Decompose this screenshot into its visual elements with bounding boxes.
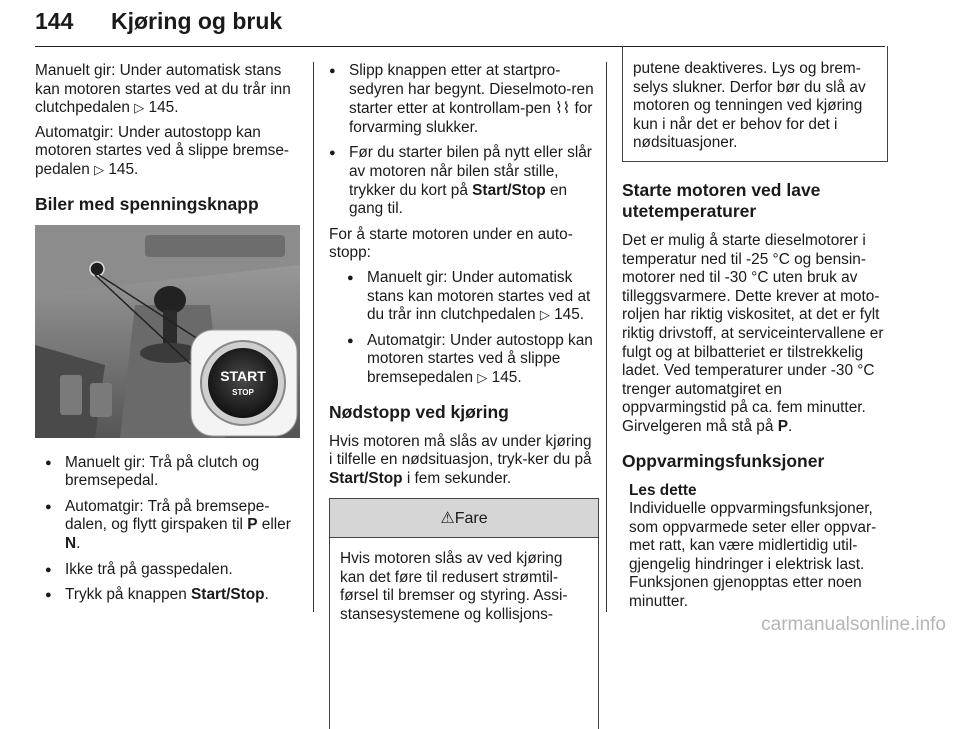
release-list (319, 62, 599, 219)
column-3 (622, 62, 888, 612)
warning-header: ⚠Fare (330, 499, 598, 538)
warning-text: Hvis motoren slås av ved kjøring kan det føre til redusert strømtil-førsel til bremser og styring. Assi-stansesystemene og kollisjons- (340, 550, 568, 624)
warning-box (329, 498, 599, 729)
section-heading-low-temp: Starte motoren ved lave utetemperaturer (622, 179, 821, 221)
warning-box-continued: putene deaktiveres. Lys og brem-selys slukner. Derfor bør du slå av motoren og tenningen ved kjøring kun i når det er behov for det i nødsituasjoner. (622, 46, 888, 162)
section-heading-heating: Oppvarmingsfunksjoner (622, 450, 825, 471)
xref-arrow-icon: ▷ (539, 307, 550, 323)
note-text: Individuelle oppvarmingsfunksjoner, som oppvarmede seter eller oppvar-met ratt, kan være midlertidig util-gjengelig hindringer i elektrisk last. Funksjonen gjenopptas etter noen minutter. (629, 500, 877, 611)
glow-plug-icon: ⌇⌇ (555, 99, 571, 118)
column-2 (329, 62, 599, 729)
note-block (622, 482, 888, 612)
section-heading-nodstopp: Nødstopp ved kjøring (329, 401, 509, 422)
section-heading-spenningsknapp: Biler med spenningsknapp (35, 193, 259, 214)
list-item: ● Automatgir: Under autostopp kan motoren startes ved å slippe bremsepedalen ▷ 145. (337, 332, 599, 388)
warning-triangle-icon: ⚠ (440, 508, 455, 528)
autostop-intro: For å starte motoren under en auto-stopp: (329, 225, 573, 262)
list-item: ● Slipp knappen etter at startpro-sedyren har begynt. Dieselmoto-ren starter etter at kontrollam-pen ⌇⌇ for forvarming slukker. (319, 62, 599, 137)
chapter-title: Kjøring og bruk (111, 8, 283, 34)
column-1 (35, 62, 300, 612)
list-item: ● Trykk på knappen Start/Stop. (35, 586, 300, 605)
note-title: Les dette (629, 481, 697, 499)
xref-arrow-icon: ▷ (94, 161, 105, 177)
column-divider (313, 62, 314, 612)
page-header (35, 8, 885, 48)
start-stop-photo (35, 225, 300, 438)
xref-arrow-icon: ▷ (134, 100, 145, 116)
list-item: ● Manuelt gir: Under automatisk stans kan motoren startes ved at du trår inn clutchpedalen ▷ 145. (337, 269, 599, 325)
intro-manual: Manuelt gir: Under automatisk stans kan motoren startes ved at du trår inn clutchpedalen ▷ 145. (35, 62, 291, 117)
low-temp-text: Det er mulig å starte dieselmotorer i temperatur ned til -25 °C og bensin-motorer ned til -30 °C uten bruk av tilleggsvarmere. Dette krever at moto-roljen har riktig viskositet, at det er fylt riktig drivstoff, at serviceintervallene er fulgt og at bilbatteriet er tilstrekkelig ladet. Ved temperaturer under -30 °C trenger automatgiret en oppvarmingstid på ca. fem minutter. Girvelgeren må stå på P. (622, 231, 884, 435)
column-divider (606, 62, 607, 612)
list-item: ● Før du starter bilen på nytt eller slår av motoren når bilen står stille, trykker du kort på Start/Stop en gang til. (319, 144, 599, 218)
list-item: ● Manuelt gir: Trå på clutch og bremsepedal. (35, 454, 300, 491)
start-steps-list (35, 454, 300, 605)
start-label: START (220, 367, 266, 384)
list-item: ● Ikke trå på gasspedalen. (35, 561, 300, 580)
list-item: ● Automatgir: Trå på bremsepe-dalen, og flytt girspaken til P eller N. (35, 498, 300, 554)
watermark: carmanualsonline.info (761, 614, 946, 635)
stop-label: STOP (232, 387, 254, 397)
autostop-list (329, 269, 599, 388)
xref-arrow-icon: ▷ (477, 369, 488, 385)
start-stop-illustration (35, 225, 300, 438)
intro-auto: Automatgir: Under autostopp kan motoren startes ved å slippe bremse-pedalen ▷ 145. (35, 123, 290, 178)
page-number: 144 (35, 8, 74, 34)
nodstopp-text: Hvis motoren må slås av under kjøring i tilfelle en nødsituasjon, tryk-ker du på Start/Stop i fem sekunder. (329, 432, 592, 487)
